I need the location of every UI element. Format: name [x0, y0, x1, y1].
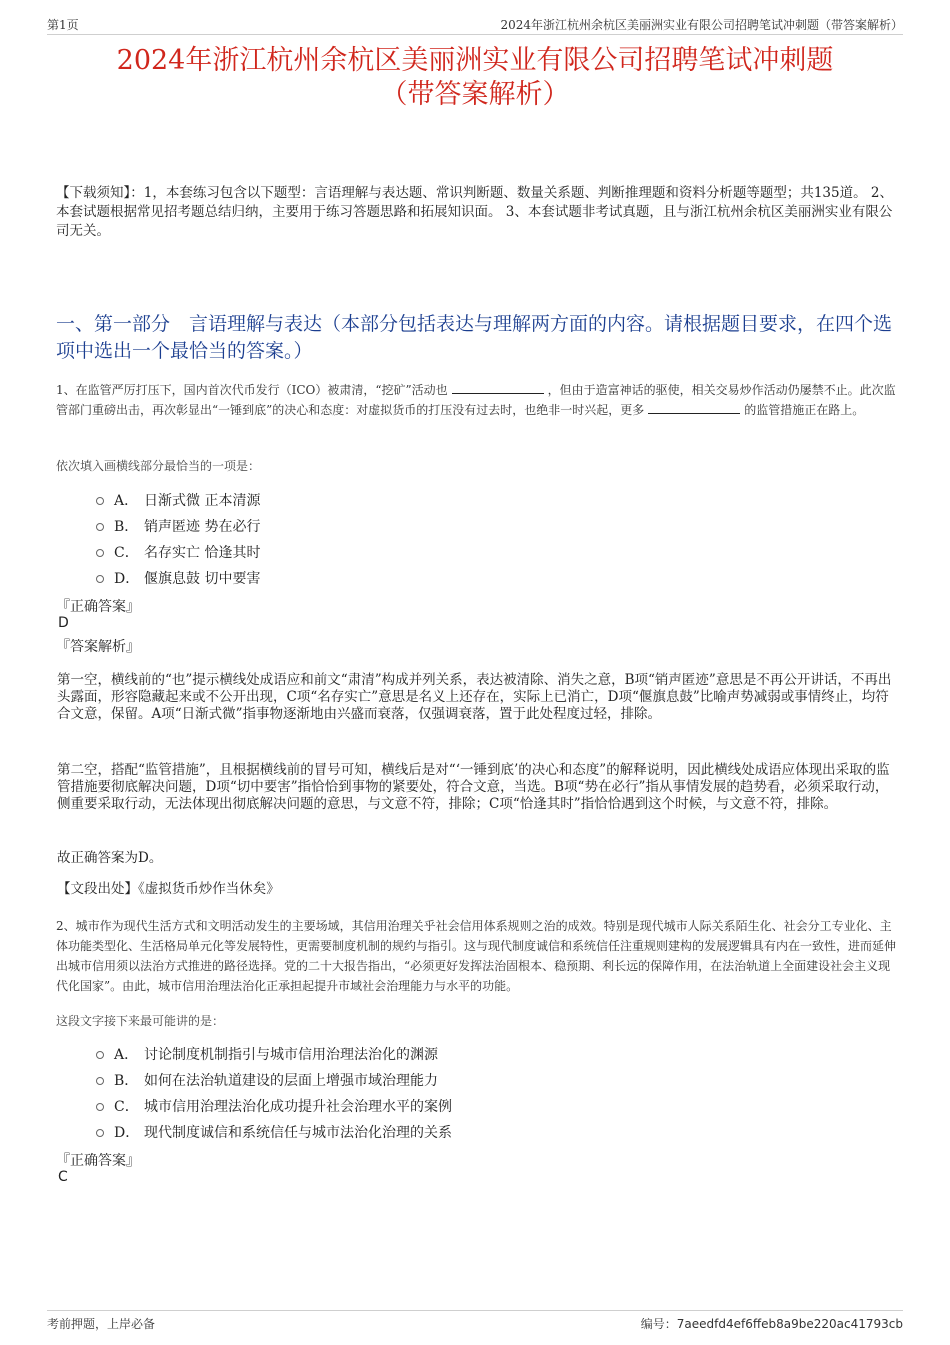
option-d[interactable]: D． 偃旗息鼓 切中要害 — [96, 566, 260, 592]
download-notice: 【下载须知】：1，本套练习包含以下题型：言语理解与表达题、常识判断题、数量关系题、判断推理题和资料分析题等题型；共135道。 2、本套试题根据常见招考题总结归纳，主要用于练习答题思路和拓展知识面。 3、本套试题非考试真题，且与浙江杭州余杭区美丽洲实业有限公司无关。 — [56, 185, 893, 239]
page-number: 第1页 — [47, 18, 79, 32]
fill-blank-2 — [648, 401, 740, 414]
radio-icon[interactable] — [96, 1051, 104, 1059]
radio-icon[interactable] — [96, 575, 104, 583]
radio-icon[interactable] — [96, 549, 104, 557]
radio-icon[interactable] — [96, 1103, 104, 1111]
radio-icon[interactable] — [96, 1129, 104, 1137]
page-footer — [47, 1310, 903, 1331]
option-b[interactable]: B． 销声匿迹 势在必行 — [96, 514, 260, 540]
option-c[interactable]: C． 城市信用治理法治化成功提升社会治理水平的案例 — [96, 1094, 452, 1120]
passage-source: 【文段出处】《虚拟货币炒作当休矣》 — [57, 881, 280, 897]
question-2-options — [96, 1042, 452, 1146]
option-a[interactable]: A． 讨论制度机制指引与城市信用治理法治化的渊源 — [96, 1042, 452, 1068]
radio-icon[interactable] — [96, 497, 104, 505]
document-id: 编号：7aeedfd4ef6ffeb8a9be220ac41793cb — [640, 1317, 903, 1331]
title-line-2: （带答案解析） — [380, 79, 570, 110]
analysis-conclusion: 故正确答案为D。 — [57, 850, 163, 866]
correct-answer-label: 『正确答案』 — [56, 599, 140, 615]
title-line-1: 2024年浙江杭州余杭区美丽洲实业有限公司招聘笔试冲刺题 — [116, 45, 834, 76]
option-d[interactable]: D． 现代制度诚信和系统信任与城市法治化治理的关系 — [96, 1120, 452, 1146]
option-b[interactable]: B． 如何在法治轨道建设的层面上增强市域治理能力 — [96, 1068, 452, 1094]
option-c[interactable]: C． 名存实亡 恰逢其时 — [96, 540, 260, 566]
section-heading: 一、第一部分 言语理解与表达（本部分包括表达与理解两方面的内容。请根据题目要求，在四个选项中选出一个最恰当的答案。） — [56, 313, 893, 362]
page-title — [40, 44, 910, 112]
question-2-prompt: 这段文字接下来最可能讲的是： — [56, 1014, 225, 1028]
page-header — [47, 14, 903, 35]
correct-answer-value: C — [58, 1169, 68, 1185]
analysis-paragraph-2: 第二空，搭配“监管措施”，且根据横线前的冒号可知，横线后是对“‘一锤到底’的决心和态度”的解释说明，因此横线处成语应体现出采取的监管措施要彻底解决问题，D项“切中要害”指恰恰到事物的紧要处，符合文意，当选。B项“势在必行”指从事情发展的趋势看，必须采取行动，侧重要采取行动，无法体现出彻底解决问题的意思，与文意不符，排除；C项“恰逢其时”指恰恰遇到这个时候，与文意不符，排除。 — [57, 762, 890, 812]
analysis-label: 『答案解析』 — [56, 639, 140, 655]
question-1-prompt: 依次填入画横线部分最恰当的一项是： — [56, 459, 261, 473]
radio-icon[interactable] — [96, 1077, 104, 1085]
correct-answer-label: 『正确答案』 — [56, 1153, 140, 1169]
correct-answer-value: D — [58, 615, 69, 631]
footer-slogan: 考前押题，上岸必备 — [47, 1317, 156, 1331]
header-doc-title: 2024年浙江杭州余杭区美丽洲实业有限公司招聘笔试冲刺题（带答案解析） — [500, 18, 903, 32]
radio-icon[interactable] — [96, 523, 104, 531]
question-1-options — [96, 488, 260, 592]
option-a[interactable]: A． 日渐式微 正本清源 — [96, 488, 260, 514]
analysis-paragraph-1: 第一空，横线前的“也”提示横线处成语应和前文“肃清”构成并列关系，表达被清除、消失之意，B项“销声匿迹”意思是不再公开讲话，不再出头露面，形容隐藏起来或不公开出现，C项“名存实亡”意思是名义上还存在，实际上已消亡，D项“偃旗息鼓”比喻声势减弱或事情终止，均符合文意，保留。A项“日渐式微”指事物逐渐地由兴盛而衰落，仅强调衰落，置于此处程度过轻，排除。 — [57, 672, 892, 722]
fill-blank-1 — [452, 381, 544, 394]
question-1-stem: 1、在监管严厉打压下，国内首次代币发行（ICO）被肃清，“挖矿”活动也 ，但由于造富神话的驱使，相关交易炒作活动仍屡禁不止。此次监管部门重磅出击，再次彰显出“一锤到底”的决心和态度：对虚拟货币的打压没有过去时，也绝非一时兴起，更多 的监管措施正在路上。 — [56, 383, 896, 417]
question-2-stem: 2、城市作为现代生活方式和文明活动发生的主要场域，其信用治理关乎社会信用体系规则之治的成效。特别是现代城市人际关系陌生化、社会分工专业化、主体功能类型化、生活格局单元化等发展特性，更需要制度机制的规约与指引。这与现代制度诚信和系统信任注重规则建构的发展逻辑具有内在一致性，进而延伸出城市信用须以法治方式推进的路径选择。党的二十大报告指出，“必须更好发挥法治固根本、稳预期、利长远的保障作用，在法治轨道上全面建设社会主义现代化国家”。由此，城市信用治理法治化正承担起提升市域社会治理能力与水平的功能。 — [56, 919, 897, 993]
